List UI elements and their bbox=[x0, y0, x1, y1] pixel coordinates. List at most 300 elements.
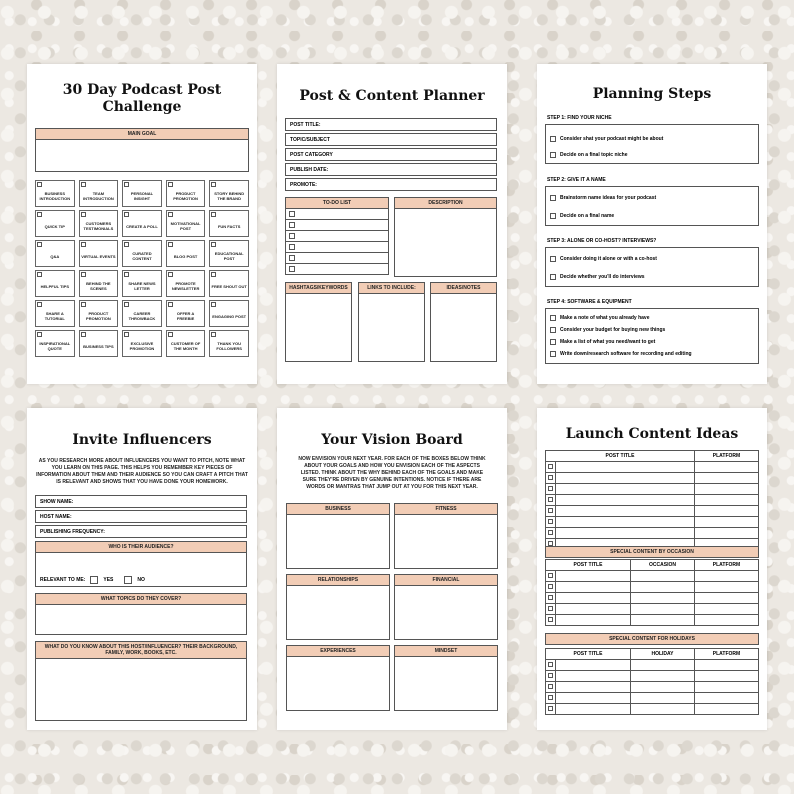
table-cell[interactable] bbox=[695, 528, 759, 539]
checkbox[interactable] bbox=[548, 475, 553, 480]
table-cell[interactable] bbox=[556, 495, 695, 506]
challenge-cell-label: VIRTUAL EVENTS bbox=[81, 253, 116, 259]
show-name-field[interactable]: SHOW NAME: bbox=[35, 495, 247, 508]
checkbox[interactable] bbox=[168, 242, 173, 247]
post-title-header: POST TITLE bbox=[546, 560, 631, 571]
table-cell[interactable] bbox=[556, 571, 631, 582]
table-cell[interactable] bbox=[556, 604, 631, 615]
checkbox[interactable] bbox=[289, 211, 295, 217]
checkbox[interactable] bbox=[37, 272, 42, 277]
checkbox[interactable] bbox=[289, 255, 295, 261]
table-cell[interactable] bbox=[556, 593, 631, 604]
checkbox[interactable] bbox=[211, 242, 216, 247]
challenge-cell-label: ENGAGING POST bbox=[212, 313, 247, 319]
table-cell[interactable] bbox=[695, 462, 759, 473]
checkbox[interactable] bbox=[37, 182, 42, 187]
table-cell[interactable] bbox=[631, 615, 695, 626]
checkbox[interactable] bbox=[548, 497, 553, 502]
checkbox-cell bbox=[546, 604, 556, 615]
main-goal-header: MAIN GOAL bbox=[36, 129, 248, 140]
ideas-header: IDEAS/NOTES bbox=[431, 283, 496, 294]
checkbox-cell bbox=[546, 660, 556, 671]
challenge-cell bbox=[122, 210, 162, 237]
checkbox-cell bbox=[546, 671, 556, 682]
table-row bbox=[546, 682, 759, 693]
checkbox[interactable] bbox=[211, 332, 216, 337]
checkbox[interactable] bbox=[211, 272, 216, 277]
relationships-header: RELATIONSHIPS bbox=[287, 575, 389, 586]
challenge-cell bbox=[79, 180, 119, 207]
relevant-label: RELEVANT TO ME: bbox=[40, 577, 86, 583]
step-item-label: Decide on a final name bbox=[560, 213, 615, 219]
checkbox[interactable] bbox=[550, 136, 556, 142]
challenge-cell-label: BUSINESS TIPS bbox=[83, 343, 114, 349]
step-item bbox=[546, 131, 758, 147]
checkbox-cell bbox=[546, 528, 556, 539]
checkbox[interactable] bbox=[548, 684, 553, 689]
step-item bbox=[546, 250, 758, 268]
intro-text: AS YOU RESEARCH MORE ABOUT INFLUENCERS YOU WANT TO PITCH, NOTE WHAT YOU LEARN ON THIS PAGE. THIS HELPS YOU REMEMBER KEY PIECES OF INFORMATION ABOUT THEM AND THEIR AUDIENCE SO YOU CAN CRAFT A PITCH THAT IS RELEVANT AND SHOWS THAT YOU HAVE DONE YOUR HOMEWORK. bbox=[36, 458, 248, 485]
business-header: BUSINESS bbox=[287, 504, 389, 515]
table-row bbox=[546, 495, 759, 506]
checkbox-cell bbox=[546, 495, 556, 506]
financial-header: FINANCIAL bbox=[395, 575, 497, 586]
step-item-label: Decide whether you'll do interviews bbox=[560, 274, 645, 280]
invite-influencers-page bbox=[27, 408, 257, 730]
challenge-cell bbox=[209, 240, 249, 267]
todo-row bbox=[285, 264, 389, 275]
checkbox[interactable] bbox=[81, 302, 86, 307]
category-field[interactable]: POST CATEGORY bbox=[285, 148, 497, 161]
table-row bbox=[546, 693, 759, 704]
checkbox-cell bbox=[546, 484, 556, 495]
table-cell[interactable] bbox=[556, 704, 631, 715]
challenge-cell bbox=[122, 180, 162, 207]
post-title-header: POST TITLE bbox=[546, 451, 695, 462]
checkbox[interactable] bbox=[548, 573, 553, 578]
vision-board-page bbox=[277, 408, 507, 730]
challenge-cell bbox=[166, 300, 206, 327]
challenge-cell-label: EDUCATIONAL POST bbox=[214, 251, 244, 261]
checkbox-cell bbox=[546, 571, 556, 582]
step-item-label: Brainstorm name ideas for your podcast bbox=[560, 195, 657, 201]
checkbox-cell bbox=[546, 682, 556, 693]
step-item bbox=[546, 312, 758, 324]
challenge-cell-label: THANK YOU FOLLOWERS bbox=[216, 341, 242, 351]
step-item-label: Consider doing it alone or with a co-host bbox=[560, 256, 657, 262]
challenge-cell bbox=[122, 300, 162, 327]
checkbox[interactable] bbox=[550, 327, 556, 333]
checkbox[interactable] bbox=[37, 242, 42, 247]
table-cell[interactable] bbox=[695, 604, 759, 615]
challenge-cell-label: MOTIVATIONAL POST bbox=[170, 221, 201, 231]
page-title: Post & Content Planner bbox=[299, 88, 485, 104]
checkbox[interactable] bbox=[548, 673, 553, 678]
challenge-cell bbox=[79, 270, 119, 297]
checkbox-cell bbox=[546, 593, 556, 604]
table-cell[interactable] bbox=[556, 484, 695, 495]
checkbox[interactable] bbox=[168, 212, 173, 217]
step-3-box bbox=[545, 247, 759, 287]
checkbox[interactable] bbox=[548, 662, 553, 667]
table-row bbox=[546, 506, 759, 517]
challenge-cell bbox=[79, 240, 119, 267]
table-cell[interactable] bbox=[695, 484, 759, 495]
step-item-label: Consider shat your podcast might be about bbox=[560, 136, 664, 142]
challenge-cell bbox=[122, 270, 162, 297]
checkbox-cell bbox=[546, 517, 556, 528]
table-cell[interactable] bbox=[695, 593, 759, 604]
step-item bbox=[546, 189, 758, 207]
table-cell[interactable] bbox=[556, 615, 631, 626]
table-cell[interactable] bbox=[695, 506, 759, 517]
table-cell[interactable] bbox=[556, 582, 631, 593]
table-row bbox=[546, 582, 759, 593]
checkbox[interactable] bbox=[81, 182, 86, 187]
topic-field[interactable]: TOPIC/SUBJECT bbox=[285, 133, 497, 146]
table-cell[interactable] bbox=[631, 704, 695, 715]
step-item-label: Make a note of what you already have bbox=[560, 315, 650, 321]
challenge-cell-label: EXCLUSIVE PROMOTION bbox=[129, 341, 155, 351]
occasion-table bbox=[545, 559, 759, 626]
host-knowledge-header: WHAT DO YOU KNOW ABOUT THIS HOST/INFLUENCER? THEIR BACKGROUND, FAMILY, WORK, BOOKS, ETC. bbox=[36, 642, 246, 659]
description-box[interactable] bbox=[394, 197, 497, 277]
checkbox[interactable] bbox=[548, 595, 553, 600]
checkbox[interactable] bbox=[124, 182, 129, 187]
challenge-cell bbox=[122, 240, 162, 267]
challenge-cell bbox=[209, 180, 249, 207]
challenge-cell bbox=[166, 240, 206, 267]
holiday-table bbox=[545, 648, 759, 715]
challenge-cell-label: INSPIRATIONAL QUOTE bbox=[39, 341, 71, 351]
fitness-header: FITNESS bbox=[395, 504, 497, 515]
challenge-cell-label: PRODUCT PROMOTION bbox=[173, 191, 198, 201]
checkbox[interactable] bbox=[548, 706, 553, 711]
hashtags-box[interactable] bbox=[285, 282, 352, 362]
todo-header: TO-DO LIST bbox=[285, 197, 389, 209]
challenge-cell-label: BLOG POST bbox=[173, 253, 198, 259]
host-knowledge-box[interactable] bbox=[35, 641, 247, 721]
table-cell[interactable] bbox=[631, 582, 695, 593]
ideas-box[interactable] bbox=[430, 282, 497, 362]
table-cell[interactable] bbox=[556, 506, 695, 517]
table-row bbox=[546, 484, 759, 495]
challenge-cell bbox=[166, 210, 206, 237]
table-row bbox=[546, 671, 759, 682]
checkbox[interactable] bbox=[81, 332, 86, 337]
checkbox[interactable] bbox=[550, 256, 556, 262]
promote-field[interactable]: PROMOTE: bbox=[285, 178, 497, 191]
relationships-box[interactable] bbox=[286, 574, 390, 640]
checkbox[interactable] bbox=[168, 182, 173, 187]
checkbox[interactable] bbox=[550, 213, 556, 219]
checkbox[interactable] bbox=[37, 332, 42, 337]
experiences-header: EXPERIENCES bbox=[287, 646, 389, 657]
mindset-box[interactable] bbox=[394, 645, 498, 711]
step-item bbox=[546, 147, 758, 163]
checkbox[interactable] bbox=[550, 274, 556, 280]
frequency-field[interactable]: PUBLISHING FREQUENCY: bbox=[35, 525, 247, 538]
step-4-label: STEP 4: SOFTWARE & EQUIPMENT bbox=[547, 299, 632, 305]
topics-header: WHAT TOPICS DO THEY COVER? bbox=[36, 594, 246, 605]
no-checkbox[interactable] bbox=[124, 576, 132, 584]
checkbox[interactable] bbox=[81, 212, 86, 217]
platform-header: PLATFORM bbox=[695, 560, 759, 571]
challenge-cell bbox=[35, 270, 75, 297]
table-row bbox=[546, 571, 759, 582]
table-cell[interactable] bbox=[556, 462, 695, 473]
checkbox[interactable] bbox=[548, 486, 553, 491]
challenge-cell-label: QUICK TIP bbox=[44, 223, 65, 229]
table-cell[interactable] bbox=[695, 517, 759, 528]
challenge-cell-label: HELPFUL TIPS bbox=[40, 283, 69, 289]
step-item-label: Decide on a final topic niche bbox=[560, 152, 628, 158]
challenge-cell bbox=[35, 300, 75, 327]
challenge-cell-label: SHARE A TUTORIAL bbox=[44, 311, 65, 321]
step-item bbox=[546, 336, 758, 348]
checkbox[interactable] bbox=[550, 152, 556, 158]
challenge-cell-label: OFFER A FREEBIE bbox=[176, 311, 195, 321]
description-header: DESCRIPTION bbox=[395, 198, 496, 209]
table-cell[interactable] bbox=[631, 593, 695, 604]
checkbox[interactable] bbox=[124, 332, 129, 337]
audience-header: WHO IS THEIR AUDIENCE? bbox=[36, 542, 246, 553]
checkbox[interactable] bbox=[124, 242, 129, 247]
page-title: Launch Content Ideas bbox=[565, 426, 739, 442]
table-cell[interactable] bbox=[695, 660, 759, 671]
checkbox[interactable] bbox=[289, 266, 295, 272]
checkbox[interactable] bbox=[550, 339, 556, 345]
post-title-table bbox=[545, 450, 759, 550]
yes-label: YES bbox=[103, 577, 114, 583]
table-row bbox=[546, 615, 759, 626]
launch-content-page bbox=[537, 408, 767, 730]
checkbox[interactable] bbox=[548, 508, 553, 513]
checkbox[interactable] bbox=[548, 695, 553, 700]
checkbox[interactable] bbox=[548, 530, 553, 535]
challenge-cell bbox=[166, 180, 206, 207]
table-row bbox=[546, 462, 759, 473]
mindset-header: MINDSET bbox=[395, 646, 497, 657]
challenge-cell-label: BUSINESS INTRODUCTION bbox=[39, 191, 71, 201]
hashtags-header: HASHTAGS/KEYWORDS bbox=[286, 283, 351, 294]
step-item-label: Make a list of what you need/want to get bbox=[560, 339, 656, 345]
challenge-cell bbox=[122, 330, 162, 357]
page-title: Invite Influencers bbox=[72, 432, 212, 448]
occasion-header: OCCASION bbox=[631, 560, 695, 571]
checkbox[interactable] bbox=[37, 212, 42, 217]
checkbox[interactable] bbox=[211, 182, 216, 187]
table-cell[interactable] bbox=[556, 693, 631, 704]
step-3-label: STEP 3: ALONE OR CO-HOST? INTERVIEWS? bbox=[547, 238, 657, 244]
checkbox[interactable] bbox=[289, 222, 295, 228]
checkbox[interactable] bbox=[81, 242, 86, 247]
table-cell[interactable] bbox=[695, 682, 759, 693]
table-cell[interactable] bbox=[631, 571, 695, 582]
challenge-cell bbox=[35, 240, 75, 267]
todo-row bbox=[285, 209, 389, 220]
checkbox[interactable] bbox=[550, 315, 556, 321]
challenge-cell-label: CURATED CONTENT bbox=[132, 251, 152, 261]
step-2-box bbox=[545, 186, 759, 226]
step-item bbox=[546, 348, 758, 360]
checkbox[interactable] bbox=[124, 272, 129, 277]
challenge-cell bbox=[209, 330, 249, 357]
yes-checkbox[interactable] bbox=[90, 576, 98, 584]
experiences-box[interactable] bbox=[286, 645, 390, 711]
challenge-cell-label: CAREER THROWBACK bbox=[128, 311, 156, 321]
table-row bbox=[546, 593, 759, 604]
challenge-cell bbox=[166, 330, 206, 357]
table-cell[interactable] bbox=[695, 582, 759, 593]
challenge-cell-label: CUSTOMERS TESTIMONIALS bbox=[83, 221, 114, 231]
table-cell[interactable] bbox=[695, 704, 759, 715]
checkbox[interactable] bbox=[124, 212, 129, 217]
challenge-cell-label: SHARE NEWS LETTER bbox=[128, 281, 156, 291]
checkbox-cell bbox=[546, 582, 556, 593]
challenge-cell bbox=[35, 330, 75, 357]
checkbox[interactable] bbox=[81, 272, 86, 277]
todo-row bbox=[285, 253, 389, 264]
main-goal-box[interactable] bbox=[35, 128, 249, 172]
relevant-row bbox=[40, 576, 145, 584]
holidays-banner: SPECIAL CONTENT FOR HOLIDAYS bbox=[545, 633, 759, 645]
challenge-cell bbox=[79, 210, 119, 237]
checkbox-cell bbox=[546, 704, 556, 715]
checkbox[interactable] bbox=[548, 464, 553, 469]
step-item bbox=[546, 207, 758, 225]
challenge-cell bbox=[79, 300, 119, 327]
platform-header: PLATFORM bbox=[695, 451, 759, 462]
challenge-cell-label: FREE SHOUT OUT bbox=[211, 283, 247, 289]
checkbox-cell bbox=[546, 462, 556, 473]
checkbox[interactable] bbox=[211, 302, 216, 307]
content-planner-page bbox=[277, 64, 507, 384]
checkbox[interactable] bbox=[211, 212, 216, 217]
challenge-cell-label: PERSONAL INSIGHT bbox=[130, 191, 154, 201]
topics-box[interactable] bbox=[35, 593, 247, 635]
table-row bbox=[546, 660, 759, 671]
step-item bbox=[546, 268, 758, 286]
page-title: Your Vision Board bbox=[321, 432, 463, 448]
checkbox[interactable] bbox=[124, 302, 129, 307]
challenge-grid bbox=[35, 180, 249, 357]
challenge-cell-label: CUSTOMER OF THE MONTH bbox=[170, 341, 201, 351]
step-item-label: Consider your budget for buying new things bbox=[560, 327, 666, 333]
host-name-field[interactable]: HOST NAME: bbox=[35, 510, 247, 523]
challenge-cell-label: FUN FACTS bbox=[217, 223, 241, 229]
table-cell[interactable] bbox=[695, 473, 759, 484]
page-title: Planning Steps bbox=[592, 86, 712, 102]
challenge-cell-label: TEAM INTRODUCTION bbox=[83, 191, 114, 201]
challenge-cell bbox=[209, 210, 249, 237]
audience-box[interactable] bbox=[35, 541, 247, 587]
checkbox[interactable] bbox=[548, 519, 553, 524]
fitness-box[interactable] bbox=[394, 503, 498, 569]
challenge-cell bbox=[209, 270, 249, 297]
checkbox[interactable] bbox=[548, 541, 553, 546]
checkbox[interactable] bbox=[289, 233, 295, 239]
checkbox[interactable] bbox=[548, 606, 553, 611]
step-item-label: Write down/research software for recording and editing bbox=[560, 351, 692, 357]
todo-row bbox=[285, 242, 389, 253]
occasion-banner: SPECIAL CONTENT BY OCCASION bbox=[545, 546, 759, 558]
table-row bbox=[546, 604, 759, 615]
challenge-cell-label: Q&A bbox=[50, 253, 60, 259]
table-cell[interactable] bbox=[631, 682, 695, 693]
checkbox[interactable] bbox=[168, 332, 173, 337]
table-cell[interactable] bbox=[631, 660, 695, 671]
table-cell[interactable] bbox=[695, 571, 759, 582]
table-cell[interactable] bbox=[631, 671, 695, 682]
checkbox[interactable] bbox=[289, 244, 295, 250]
table-cell[interactable] bbox=[556, 528, 695, 539]
table-row bbox=[546, 517, 759, 528]
todo-row bbox=[285, 220, 389, 231]
table-cell[interactable] bbox=[695, 693, 759, 704]
links-header: LINKS TO INCLUDE: bbox=[359, 283, 424, 294]
post-title-field[interactable]: POST TITLE: bbox=[285, 118, 497, 131]
challenge-cell bbox=[35, 210, 75, 237]
table-cell[interactable] bbox=[695, 495, 759, 506]
checkbox-cell bbox=[546, 506, 556, 517]
challenge-cell-label: CREATE A POLL bbox=[126, 223, 158, 229]
checkbox-cell bbox=[546, 615, 556, 626]
table-cell[interactable] bbox=[695, 671, 759, 682]
checkbox[interactable] bbox=[548, 617, 553, 622]
table-cell[interactable] bbox=[556, 517, 695, 528]
table-row bbox=[546, 473, 759, 484]
challenge-cell bbox=[209, 300, 249, 327]
checkbox[interactable] bbox=[37, 302, 42, 307]
table-cell[interactable] bbox=[556, 682, 631, 693]
table-cell[interactable] bbox=[695, 615, 759, 626]
checkbox[interactable] bbox=[550, 195, 556, 201]
podcast-challenge-page bbox=[27, 64, 257, 384]
checkbox[interactable] bbox=[548, 584, 553, 589]
checkbox[interactable] bbox=[168, 302, 173, 307]
no-label: NO bbox=[137, 577, 145, 583]
links-box[interactable] bbox=[358, 282, 425, 362]
financial-box[interactable] bbox=[394, 574, 498, 640]
step-item bbox=[546, 324, 758, 336]
checkbox[interactable] bbox=[168, 272, 173, 277]
holiday-header: HOLIDAY bbox=[631, 649, 695, 660]
challenge-cell-label: PRODUCT PROMOTION bbox=[86, 311, 111, 321]
post-title-header: POST TITLE bbox=[546, 649, 631, 660]
business-box[interactable] bbox=[286, 503, 390, 569]
challenge-cell bbox=[79, 330, 119, 357]
publish-date-field[interactable]: PUBLISH DATE: bbox=[285, 163, 497, 176]
challenge-cell bbox=[166, 270, 206, 297]
challenge-cell bbox=[35, 180, 75, 207]
checkbox[interactable] bbox=[550, 351, 556, 357]
intro-text: NOW ENVISION YOUR NEXT YEAR. FOR EACH OF THE BOXES BELOW THINK ABOUT YOUR GOALS AND HOW YOU ENVISION EACH OF THE ASPECTS LISTED. THINK ABOUT THE WHY BEHIND EACH OF THE GOALS AND MAKE SURE THEY'RE DRIVEN BY GENUINE INTENTIONS. NOTICE IF THERE ARE WORDS OR MANTRAS THAT JUMP OUT AT YOU FOR THIS NEXT YEAR. bbox=[298, 456, 486, 490]
table-cell[interactable] bbox=[556, 660, 631, 671]
todo-row bbox=[285, 231, 389, 242]
table-cell[interactable] bbox=[556, 671, 631, 682]
table-row bbox=[546, 704, 759, 715]
table-cell[interactable] bbox=[631, 604, 695, 615]
platform-header: PLATFORM bbox=[695, 649, 759, 660]
step-1-box bbox=[545, 124, 759, 164]
challenge-cell-label: BEHIND THE SCENES bbox=[86, 281, 111, 291]
todo-list bbox=[285, 197, 389, 275]
planning-steps-page bbox=[537, 64, 767, 384]
checkbox-cell bbox=[546, 473, 556, 484]
table-cell[interactable] bbox=[631, 693, 695, 704]
table-cell[interactable] bbox=[556, 473, 695, 484]
